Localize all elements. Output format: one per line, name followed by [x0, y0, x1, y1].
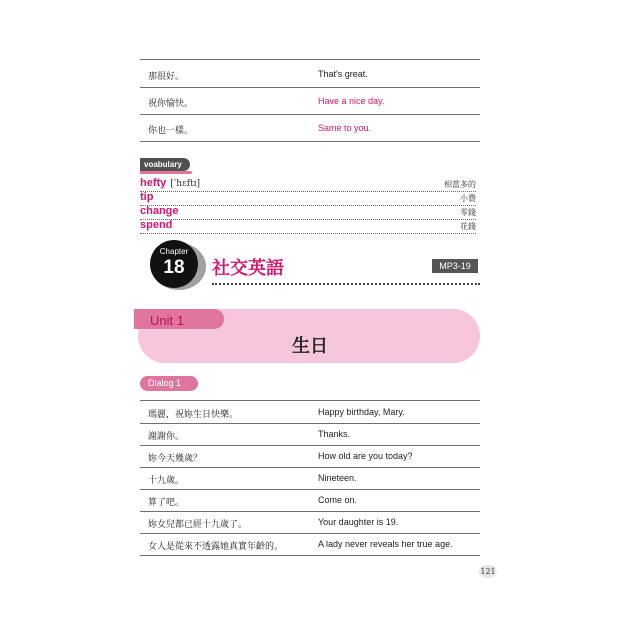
chinese-text: 謝謝你。: [148, 432, 185, 442]
vocab-word: spend: [140, 219, 173, 231]
vocab-word: change: [140, 205, 179, 217]
chinese-text: 你也一樣。: [148, 126, 194, 136]
chinese-text: 十九歲。: [148, 476, 185, 486]
chapter-label: Chapter: [159, 247, 189, 256]
english-text: A lady never reveals her true age.: [318, 539, 453, 549]
audio-track-badge: MP3-19: [432, 259, 478, 273]
vocab-item: [140, 220, 476, 234]
chinese-text: 那很好。: [148, 72, 185, 82]
english-text: Have a nice day.: [318, 96, 385, 106]
chinese-text: 祝你愉快。: [148, 99, 194, 109]
english-text: Happy birthday, Mary.: [318, 407, 405, 417]
chapter-title: 社交英語: [212, 258, 284, 279]
table-row: [140, 87, 480, 115]
dialog-row: [140, 423, 480, 446]
vocab-item: [140, 178, 476, 192]
vocab-meaning: 花錢: [460, 222, 476, 231]
dialog-label: Dialog 1: [140, 376, 198, 391]
chinese-text: 妳女兒都已經十九歲了。: [148, 520, 248, 530]
vocabulary-label: voabulary: [140, 158, 190, 171]
vocab-meaning: 零錢: [460, 208, 476, 217]
vocab-word-text: hefty: [140, 177, 167, 189]
chinese-text: 瑪麗，祝妳生日快樂。: [148, 410, 239, 420]
english-text: Come on.: [318, 495, 358, 505]
chapter-divider: [212, 283, 480, 285]
unit-title: 生日: [292, 336, 328, 357]
vocab-meaning: 小費: [460, 194, 476, 203]
chapter-number: 18: [163, 257, 185, 278]
chinese-text: 算了吧。: [148, 498, 185, 508]
dialog-row: [140, 467, 480, 490]
unit-label: Unit 1: [150, 313, 184, 328]
dialog-row: [140, 533, 480, 556]
english-text: Nineteen.: [318, 473, 357, 483]
chinese-text: 妳今天幾歲？: [148, 454, 203, 464]
vocab-word: [140, 177, 200, 189]
vocab-meaning: 相當多的: [444, 180, 476, 189]
english-text: Thanks.: [318, 429, 351, 439]
english-text: That's great.: [318, 69, 368, 79]
vocab-item: [140, 192, 476, 206]
english-text: How old are you today?: [318, 451, 413, 461]
vocab-word: tip: [140, 191, 154, 203]
table-row: [140, 114, 480, 142]
chapter-badge: [150, 240, 198, 288]
dialog-row: [140, 401, 480, 424]
dialog-row: [140, 511, 480, 534]
table-row: [140, 60, 480, 88]
dialog-row: [140, 489, 480, 512]
page-number: 121: [480, 567, 496, 576]
dialog-row: [140, 445, 480, 468]
english-text: Your daughter is 19.: [318, 517, 399, 527]
vocab-item: [140, 206, 476, 220]
vocab-phonetic: [ˈhɛftɪ]: [170, 179, 201, 189]
chinese-text: 女人是從來不透露她真實年齡的。: [148, 542, 284, 552]
english-text: Same to you.: [318, 123, 372, 133]
